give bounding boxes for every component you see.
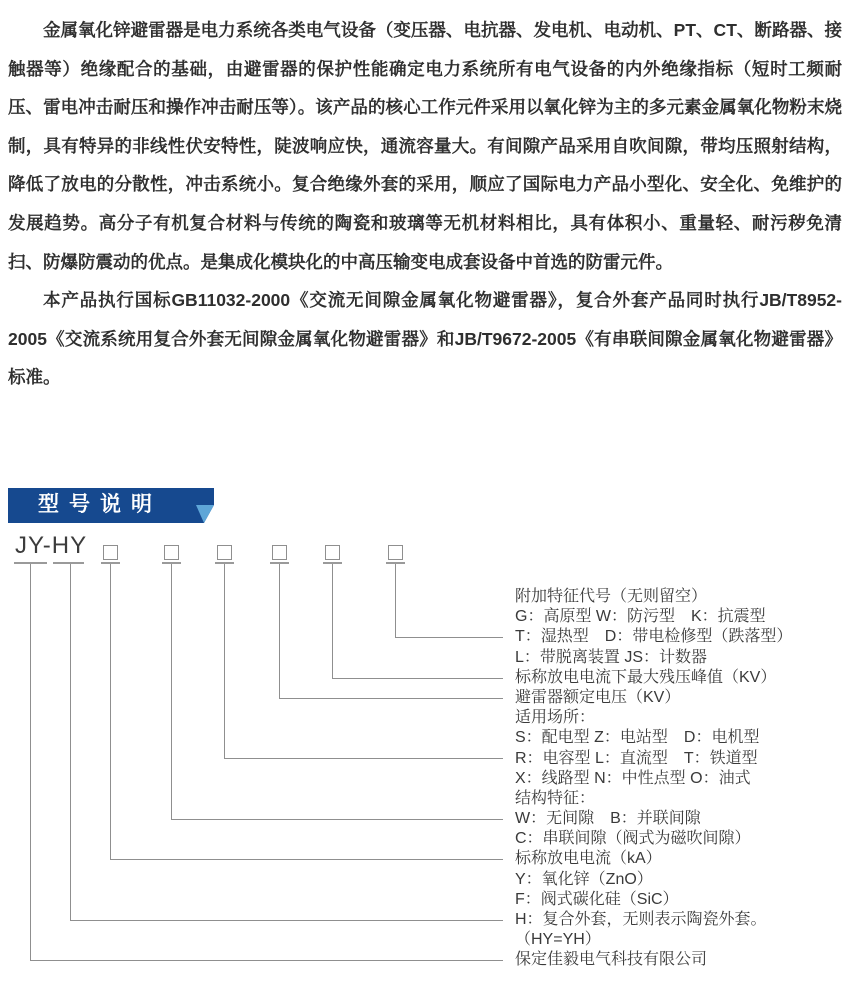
diagram-label-11: 结构特征： xyxy=(515,789,596,807)
diagram-label-16: F：阀式碳化硅（SiC） xyxy=(515,890,679,908)
diagram-label-12: W：无间隙 B：并联间隙 xyxy=(515,810,701,828)
model-code-box-1 xyxy=(103,545,118,560)
model-code-box-1-underline xyxy=(101,562,120,564)
model-code-diagram xyxy=(0,530,850,983)
diagram-label-10: X：线路型 N：中性点型 O：油式 xyxy=(515,769,751,787)
diagram-label-4: L：带脱离装置 JS：计数器 xyxy=(515,648,708,666)
connector-line-hy xyxy=(71,564,504,921)
model-prefix-underline-hy xyxy=(53,562,84,564)
diagram-label-14: 标称放电电流（kA） xyxy=(515,850,662,868)
diagram-label-6: 避雷器额定电压（KV） xyxy=(515,688,681,706)
diagram-label-19: 保定佳毅电气科技有限公司 xyxy=(515,951,708,969)
model-code-box-4 xyxy=(272,545,287,560)
model-code-box-3-underline xyxy=(215,562,234,564)
connector-line-box3 xyxy=(225,563,504,759)
diagram-label-column xyxy=(515,587,850,971)
model-code-box-5 xyxy=(325,545,340,560)
intro-paragraph-2: 本产品执行国标GB11032-2000《交流无间隙金属氧化物避雷器》，复合外套产品同时执行JB/T8952-2005《交流系统用复合外套无间隙金属氧化物避雷器》和JB/T9672-2005《有串联间隙金属氧化物避雷器》标准。 xyxy=(8,290,842,388)
model-code-box-2 xyxy=(164,545,179,560)
model-prefix: JY-HY xyxy=(15,532,88,559)
diagram-label-8: S：配电型 Z：电站型 D：电机型 xyxy=(515,729,760,747)
diagram-label-1: 附加特征代号（无则留空） xyxy=(515,588,708,605)
diagram-label-18: （HY=YH） xyxy=(515,931,601,949)
connector-line-box2 xyxy=(172,563,504,820)
model-code-box-3 xyxy=(217,545,232,560)
model-code-box-5-underline xyxy=(323,562,342,564)
connector-line-box1 xyxy=(111,563,504,860)
diagram-label-3: T：湿热型 D：带电检修型（跌落型） xyxy=(515,628,793,646)
diagram-label-2: G：高原型 W：防污型 K：抗震型 xyxy=(515,608,766,626)
intro-text xyxy=(8,11,842,397)
diagram-label-13: C：串联间隙（阀式为磁吹间隙） xyxy=(515,830,751,848)
diagram-label-5: 标称放电电流下最大残压峰值（KV） xyxy=(515,668,777,686)
section-banner xyxy=(8,488,216,523)
model-code-box-4-underline xyxy=(270,562,289,564)
model-prefix-underline-jy xyxy=(14,562,47,564)
intro-paragraph-1: 金属氧化锌避雷器是电力系统各类电气设备（变压器、电抗器、发电机、电动机、PT、CT、断路器、接触器等）绝缘配合的基础，由避雷器的保护性能确定电力系统所有电气设备的内外绝缘指标（短时工频耐压、雷电冲击耐压和操作冲击耐压等）。该产品的核心工作元件采用以氧化锌为主的多元素金属氧化物粉末烧制，具有特异的非线性伏安特性，陡波响应快，通流容量大。有间隙产品采用自吹间隙，带均压照射结构，降低了放电的分散性，冲击系统小。复合绝缘外套的采用，顺应了国际电力产品小型化、安全化、免维护的发展趋势。高分子有机复合材料与传统的陶瓷和玻璃等无机材料相比，具有体积小、重量轻、耐污秽免清扫、防爆防震动的优点。是集成化模块化的中高压输变电成套设备中首选的防雷元件。 xyxy=(8,20,842,272)
model-code-box-6 xyxy=(388,545,403,560)
model-code-box-2-underline xyxy=(162,562,181,564)
connector-line-jy xyxy=(31,564,504,961)
model-code-box-6-underline xyxy=(386,562,405,564)
section-title: 型号说明 xyxy=(38,493,162,516)
connector-line-box5 xyxy=(333,563,504,679)
diagram-label-17: H：复合外套，无则表示陶瓷外套。 xyxy=(515,911,767,928)
diagram-label-15: Y：氧化锌（ZnO） xyxy=(515,870,653,888)
diagram-label-9: R：电容型 L：直流型 T：铁道型 xyxy=(515,749,758,767)
diagram-label-7: 适用场所： xyxy=(515,709,596,727)
connector-line-box6 xyxy=(396,563,504,638)
